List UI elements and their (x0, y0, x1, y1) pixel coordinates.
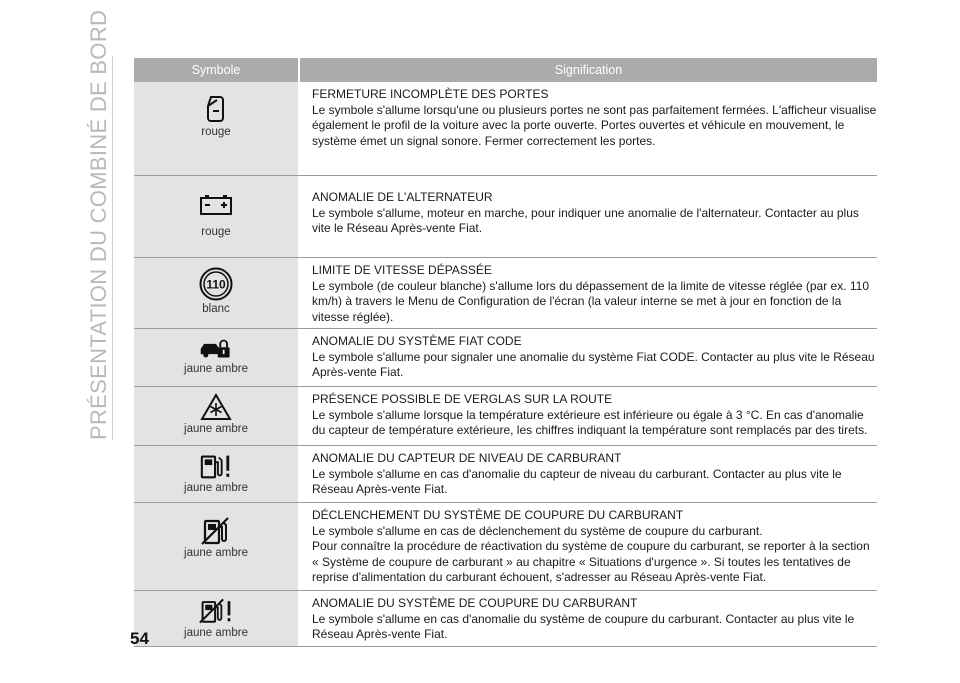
side-divider (112, 56, 113, 440)
page-number: 54 (130, 629, 149, 648)
table-row (134, 503, 877, 591)
table-row (134, 82, 877, 176)
row-text: Le symbole s'allume, moteur en marche, pour indiquer une anomalie de l'alternateur. Contacter au plus vite le Réseau Après-vente Fiat. (312, 205, 859, 235)
row-title: FERMETURE INCOMPLÈTE DES PORTES (312, 87, 549, 101)
door-open-icon (199, 94, 233, 124)
symbol-color: jaune ambre (184, 627, 248, 639)
symbol-table (134, 58, 877, 647)
symbol-color: jaune ambre (184, 482, 248, 494)
symbol-color: jaune ambre (184, 547, 248, 559)
row-title: ANOMALIE DU CAPTEUR DE NIVEAU DE CARBURANT (312, 451, 622, 465)
header-symbol: Symbole (191, 63, 241, 77)
fuel-cutoff-icon (199, 517, 233, 545)
symbol-color: jaune ambre (184, 363, 248, 375)
symbol-color: jaune ambre (184, 423, 248, 435)
row-title: LIMITE DE VITESSE DÉPASSÉE (312, 263, 492, 277)
table-row (134, 329, 877, 387)
table-row (134, 387, 877, 446)
speed-limit-icon (199, 267, 233, 301)
row-text: Le symbole s'allume en cas de déclenchement du système de coupure du carburant. (312, 523, 763, 538)
speed-limit-value: 110 (206, 277, 226, 292)
table-row (134, 591, 877, 647)
battery-icon (199, 192, 233, 218)
row-text: Le symbole s'allume en cas d'anomalie du capteur de niveau du carburant. Contacter au plus vite le Réseau Après-vente Fiat. (312, 466, 842, 496)
fuel-cutoff-warning-icon (199, 597, 233, 625)
row-title: ANOMALIE DU SYSTÈME DE COUPURE DU CARBURANT (312, 596, 638, 610)
table-row (134, 446, 877, 503)
header-meaning: Signification (554, 63, 623, 77)
chapter-side-title: PRÉSENTATION DU COMBINÉ DE BORD (86, 9, 111, 440)
row-text: Le symbole s'allume lorsqu'une ou plusieurs portes ne sont pas parfaitement fermées. L'afficheur visualise également le profil de la voiture avec la porte ouverte. Portes ouvertes et véhicule en mouvement, le système émet un signal sonore. Fermer correctement les portes. (312, 102, 877, 148)
symbol-color: rouge (201, 226, 231, 238)
table-row (134, 258, 877, 329)
ice-warning-icon (199, 393, 233, 421)
row-title: DÉCLENCHEMENT DU SYSTÈME DE COUPURE DU CARBURANT (312, 508, 684, 522)
fuel-warning-icon (199, 452, 233, 480)
row-text: Le symbole (de couleur blanche) s'allume lors du dépassement de la limite de vitesse réglée (par ex. 110 km/h) à travers le Menu de Configuration de l'écran (la valeur interne se met à jour en fonction de la vitesse réglée). (312, 278, 870, 324)
car-lock-icon (199, 337, 233, 361)
row-title: ANOMALIE DU SYSTÈME FIAT CODE (312, 334, 522, 348)
table-header (134, 58, 877, 82)
row-text: Le symbole s'allume pour signaler une anomalie du système Fiat CODE. Contacter au plus vite le Réseau Après-vente Fiat. (312, 349, 875, 379)
row-text: Le symbole s'allume en cas d'anomalie du système de coupure du carburant. Contacter au plus vite le Réseau Après-vente Fiat. (312, 611, 855, 641)
row-text: Le symbole s'allume lorsque la température extérieure est inférieure ou égale à 3 °C. En cas d'anomalie du capteur de température extérieure, les chiffres indiquant la température sont remplacés par des tirets. (312, 407, 868, 437)
symbol-color: blanc (202, 303, 230, 315)
row-title: ANOMALIE DE L'ALTERNATEUR (312, 190, 493, 204)
table-row (134, 176, 877, 258)
row-text-extra: Pour connaître la procédure de réactivation du système de coupure du carburant, se reporter à la section « Système de coupure de carburant » au chapitre « Situations d'urgence ». Si toutes les tentatives de reprise d'alimentation du carburant échouent, s'adresser au Réseau Après-vente Fiat. (312, 539, 870, 584)
row-title: PRÉSENCE POSSIBLE DE VERGLAS SUR LA ROUTE (312, 392, 613, 406)
symbol-color: rouge (201, 126, 231, 138)
